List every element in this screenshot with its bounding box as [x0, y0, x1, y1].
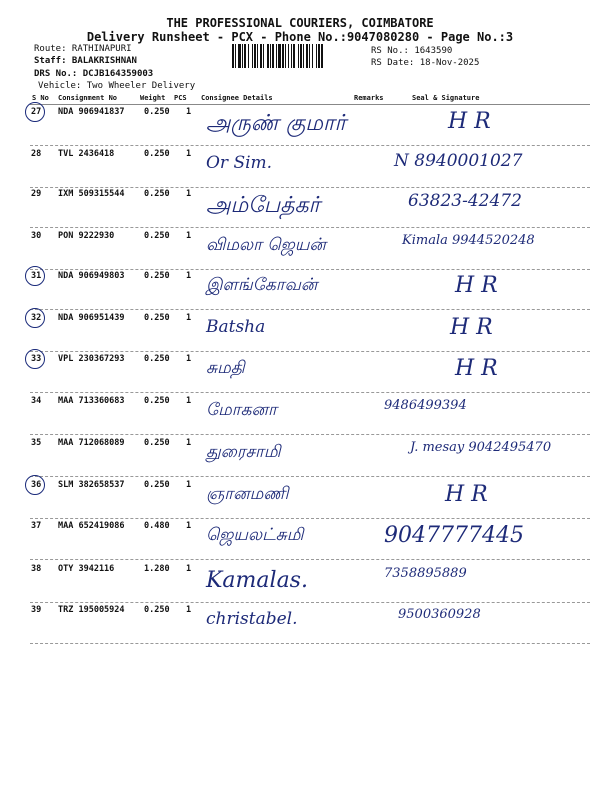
row-divider [30, 518, 590, 519]
row-consignment-no: TVL 2436418 [58, 149, 115, 159]
row-consignee-handwriting: Batsha [206, 317, 266, 337]
row-pcs: 1 [186, 313, 192, 323]
row-consignee-handwriting: இளங்கோவன் [206, 275, 318, 295]
row-consignee-handwriting: மோகனா [206, 400, 277, 420]
row-divider [30, 227, 590, 228]
col-pcs: PCS [174, 94, 187, 102]
rs-number: RS No.: 1643590 [371, 46, 453, 56]
row-weight: 1.280 [144, 564, 170, 574]
row-divider [30, 351, 590, 352]
row-weight: 0.250 [144, 313, 170, 323]
row-divider [30, 476, 590, 477]
col-consignment: Consignment No [58, 94, 118, 102]
row-pcs: 1 [186, 564, 192, 574]
row-consignee-handwriting: Kamalas. [206, 568, 308, 593]
row-weight: 0.250 [144, 605, 170, 615]
row-signature-handwriting: H R [455, 273, 498, 298]
row-sno: 31 [31, 271, 42, 281]
row-signature-handwriting: H R [450, 315, 493, 340]
row-consignment-no: NDA 906951439 [58, 313, 125, 323]
row-weight: 0.250 [144, 107, 170, 117]
row-sno: 32 [31, 313, 42, 323]
row-pcs: 1 [186, 149, 192, 159]
company-title: THE PROFESSIONAL COURIERS, COIMBATORE [166, 16, 434, 30]
col-remarks: Remarks [354, 94, 384, 102]
row-consignment-no: TRZ 195005924 [58, 605, 125, 615]
row-pcs: 1 [186, 605, 192, 615]
row-divider [30, 145, 590, 146]
col-consignee: Consignee Details [201, 94, 273, 102]
row-consignment-no: MAA 652419086 [58, 521, 125, 531]
row-consignment-no: PON 9222930 [58, 231, 115, 241]
row-signature-handwriting: 9047777445 [384, 523, 524, 548]
row-sno: 30 [31, 231, 42, 241]
row-sno: 35 [31, 438, 42, 448]
col-sno: S No [32, 94, 49, 102]
row-weight: 0.480 [144, 521, 170, 531]
row-weight: 0.250 [144, 271, 170, 281]
row-pcs: 1 [186, 480, 192, 490]
vehicle-label: Vehicle: Two Wheeler Delivery [38, 81, 196, 91]
row-consignment-no: NDA 906949803 [58, 271, 125, 281]
row-consignment-no: VPL 230367293 [58, 354, 125, 364]
row-divider [30, 559, 590, 560]
row-weight: 0.250 [144, 396, 170, 406]
row-divider [30, 434, 590, 435]
row-consignment-no: NDA 906941837 [58, 107, 125, 117]
row-signature-handwriting: H R [445, 482, 488, 507]
header-rule [30, 104, 590, 105]
row-sno: 27 [31, 107, 42, 117]
row-pcs: 1 [186, 521, 192, 531]
runsheet-subtitle: Delivery Runsheet - PCX - Phone No.:9047080280 - Page No.:3 [86, 30, 514, 44]
row-pcs: 1 [186, 438, 192, 448]
row-weight: 0.250 [144, 480, 170, 490]
row-consignee-handwriting: ஜெயலட்சுமி [206, 525, 304, 545]
drs-label: DRS No.: DCJB164359003 [34, 69, 154, 79]
row-divider [30, 643, 590, 644]
row-consignment-no: IXM 509315544 [58, 189, 125, 199]
row-pcs: 1 [186, 271, 192, 281]
col-seal: Seal & Signature [412, 94, 480, 102]
row-pcs: 1 [186, 354, 192, 364]
row-consignee-handwriting: துரைசாமி [206, 442, 281, 462]
row-signature-handwriting: Kimala 9944520248 [402, 233, 535, 248]
row-signature-handwriting: 9486499394 [384, 398, 467, 413]
row-consignee-handwriting: சுமதி [206, 358, 245, 378]
row-signature-handwriting: N 8940001027 [394, 151, 523, 171]
row-signature-handwriting: 9500360928 [398, 607, 481, 622]
row-consignment-no: MAA 713360683 [58, 396, 125, 406]
row-consignee-handwriting: அம்பேத்கர் [206, 193, 321, 218]
row-sno: 37 [31, 521, 42, 531]
row-pcs: 1 [186, 396, 192, 406]
row-consignment-no: OTY 3942116 [58, 564, 115, 574]
row-sno: 38 [31, 564, 42, 574]
row-weight: 0.250 [144, 438, 170, 448]
row-sno: 36 [31, 480, 42, 490]
row-pcs: 1 [186, 231, 192, 241]
row-weight: 0.250 [144, 149, 170, 159]
col-weight: Weight [140, 94, 166, 102]
row-weight: 0.250 [144, 354, 170, 364]
row-sno: 29 [31, 189, 42, 199]
row-weight: 0.250 [144, 231, 170, 241]
row-consignment-no: MAA 712068089 [58, 438, 125, 448]
route-label: Route: RATHINAPURI [34, 44, 132, 54]
row-divider [30, 602, 590, 603]
row-consignee-handwriting: Or Sim. [206, 153, 273, 173]
row-consignee-handwriting: christabel. [206, 609, 298, 629]
row-divider [30, 269, 590, 270]
barcode-image [232, 44, 366, 68]
row-signature-handwriting: J. mesay 9042495470 [410, 440, 552, 455]
row-sno: 34 [31, 396, 42, 406]
rs-date: RS Date: 18-Nov-2025 [371, 58, 480, 68]
row-consignee-handwriting: ஞானமணி [206, 484, 289, 504]
row-sno: 33 [31, 354, 42, 364]
staff-label: Staff: BALAKRISHNAN [34, 56, 137, 66]
row-consignee-handwriting: விமலா ஜெயன் [206, 235, 326, 255]
row-pcs: 1 [186, 189, 192, 199]
row-divider [30, 309, 590, 310]
row-consignment-no: SLM 382658537 [58, 480, 125, 490]
row-weight: 0.250 [144, 189, 170, 199]
row-signature-handwriting: 63823-42472 [408, 191, 522, 211]
row-sno: 39 [31, 605, 42, 615]
row-signature-handwriting: H R [455, 356, 498, 381]
row-divider [30, 187, 590, 188]
row-signature-handwriting: 7358895889 [384, 566, 467, 581]
row-signature-handwriting: H R [448, 109, 491, 134]
row-consignee-handwriting: அருண் குமார் [206, 111, 346, 136]
row-pcs: 1 [186, 107, 192, 117]
row-divider [30, 392, 590, 393]
row-sno: 28 [31, 149, 42, 159]
